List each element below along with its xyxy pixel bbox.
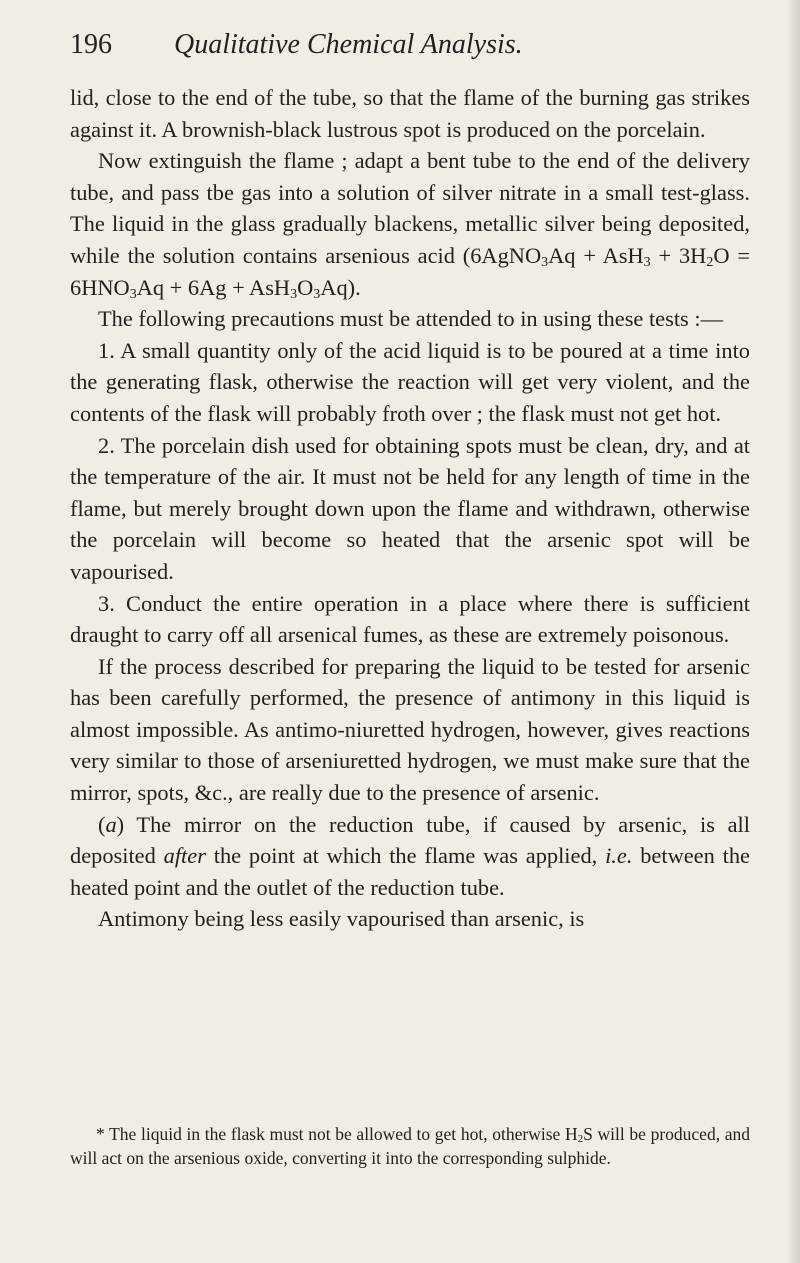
paragraph-precautions-intro: The following precautions must be attended to in using these tests :—	[98, 306, 723, 332]
precaution-item-2: 2. The porcelain dish used for obtaining spots must be clean, dry, and at the temperature of the air. It must not be held for any length of time in the flame, but merely brought down upon the flame and withdrawn, otherwise the porcelain will become so heated that the arsenic spot will be vapourised.	[70, 432, 750, 584]
page-edge-shadow	[786, 0, 800, 1263]
paragraph-antimony: If the process described for preparing the liquid to be tested for arsenic has been carefully performed, the presence of antimony in this liquid is almost impossible. As antimo-niuretted hydrogen, however, gives reactions very similar to those of arseniuretted hydrogen, we must make sure that the mirror, spots, &c., are really due to the presence of arsenic.	[70, 653, 750, 806]
footnote: * The liquid in the flask must not be allowed to get hot, otherwise $H_2S$ will be produced, and will act on the arsenious oxide, converting it into the corresponding sulphide.	[70, 1124, 751, 1168]
paragraph-silver-nitrate-test: Now extinguish the flame ; adapt a bent tube to the end of the delivery tube, and pass tbe gas into a solution of silver nitrate in a small test-glass. The liquid in the glass gradually blackens, metallic silver being deposited, while the solution contains arsenious acid (6AgNO$_3$Aq + $AsH_3 + 3H_2O = 6HNO_3Aq + 6Ag + AsH_3O_3Aq$).	[70, 148, 750, 302]
precaution-item-1: 1. A small quantity only of the acid liquid is to be poured at a time into the generating flask, otherwise the reaction will get very violent, and the contents of the flask will probably froth over ; the flask must not get hot.	[70, 337, 750, 426]
precaution-item-3: 3. Conduct the entire operation in a place where there is sufficient draught to carry off all arsenical fumes, as these are extremely poisonous.	[70, 590, 750, 648]
page-number: 196	[70, 29, 112, 60]
body-text	[70, 82, 750, 935]
paragraph-continued: lid, close to the end of the tube, so that the flame of the burning gas strikes against it. A brownish-black lustrous spot is produced on the porcelain.	[70, 85, 750, 142]
paragraph-antimony-vapour: Antimony being less easily vapourised than arsenic, is	[98, 906, 585, 932]
running-title: Qualitative Chemical Analysis.	[174, 29, 523, 60]
paragraph-mirror-test: (a) The mirror on the reduction tube, if caused by arsenic, is all deposited after the point at which the flame was applied, i.e. between the heated point and the outlet of the reduction tube.	[70, 811, 750, 900]
page-header	[70, 28, 750, 62]
